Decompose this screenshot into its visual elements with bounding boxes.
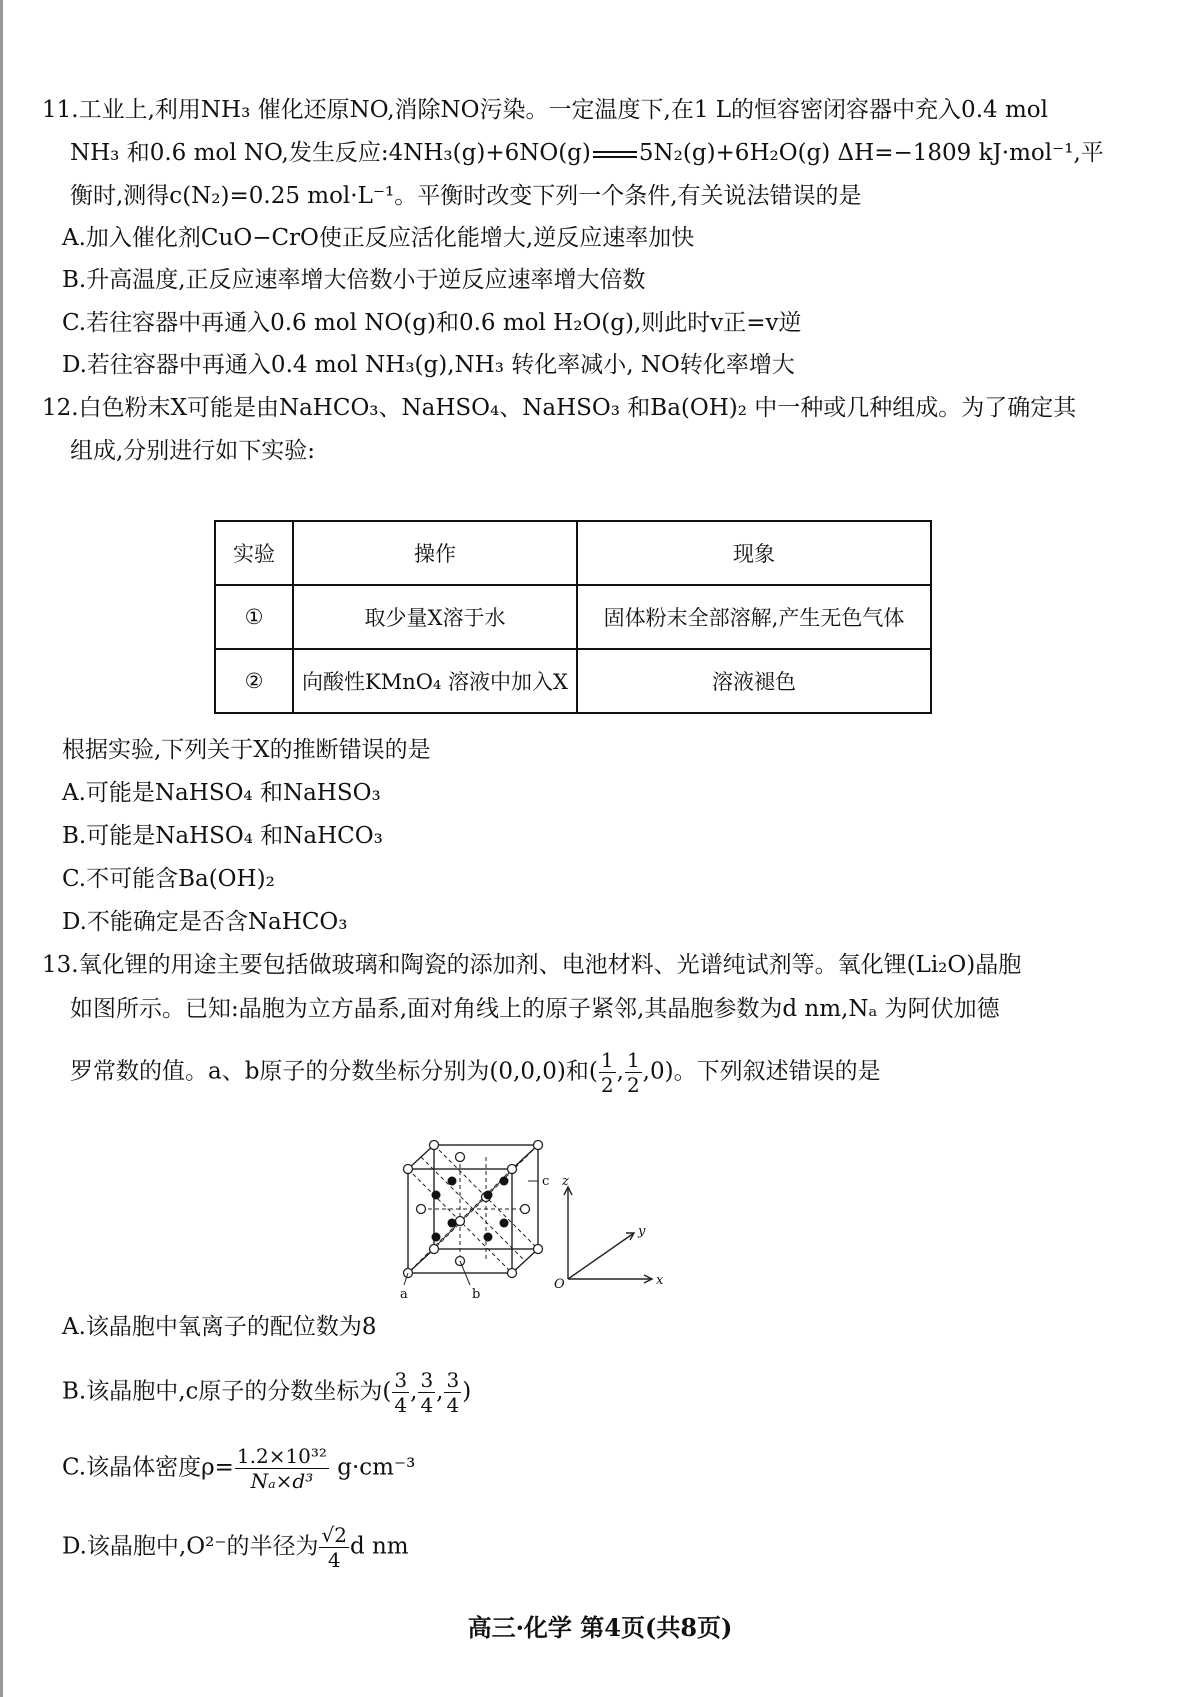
- q12-option-a: A.可能是NaHSO₄ 和NaHSO₃: [62, 780, 381, 806]
- table-header: 实验: [215, 521, 293, 585]
- q13-line3-text: 罗常数的值。a、b原子的分数坐标分别为(0,0,0)和(: [70, 1058, 598, 1085]
- q13-line3-tail: ,0)。下列叙述错误的是: [642, 1058, 881, 1085]
- q13-option-b-tail: ): [462, 1378, 472, 1405]
- q11-option-b: B.升高温度,正反应速率增大倍数小于逆反应速率增大倍数: [62, 267, 646, 293]
- atom-label-a: a: [400, 1287, 408, 1302]
- q13-option-a: A.该晶胞中氧离子的配位数为8: [62, 1314, 377, 1340]
- q11-option-d: D.若往容器中再通入0.4 mol NH₃(g),NH₃ 转化率减小, NO转化率增大: [62, 352, 795, 378]
- table-cell: 取少量X溶于水: [293, 585, 577, 649]
- atom-label-c: c: [542, 1174, 550, 1189]
- q13-option-c-text: C.该晶体密度ρ=: [62, 1454, 234, 1481]
- axis-origin-label: O: [554, 1277, 565, 1292]
- fraction-three-quarters: $\frac{3}{4}$: [446, 1368, 460, 1417]
- q13-line1: 13.氧化锂的用途主要包括做玻璃和陶瓷的添加剂、电池材料、光谱纯试剂等。氧化锂(Li₂O)晶胞: [42, 952, 1022, 978]
- q13-option-c-unit: g·cm⁻³: [337, 1454, 416, 1481]
- fraction-half: $\frac{1}{2}$: [626, 1048, 640, 1097]
- table-cell: 溶液褪色: [577, 649, 931, 713]
- table-row: [215, 649, 931, 713]
- table-row: [215, 585, 931, 649]
- fraction-three-quarters: $\frac{3}{4}$: [394, 1368, 408, 1417]
- q12-option-d: D.不能确定是否含NaHCO₃: [62, 909, 348, 935]
- q13-line2: 如图所示。已知:晶胞为立方晶系,面对角线上的原子紧邻,其晶胞参数为d nm,Nₐ 为阿伏加德: [70, 996, 1000, 1022]
- q11-equation-right: 5N₂(g)+6H₂O(g) ΔH=−1809 kJ·mol⁻¹,平: [638, 140, 1104, 166]
- equilibrium-arrow-icon: [591, 147, 639, 161]
- q11-option-a: A.加入催化剂CuO−CrO使正反应活化能增大,逆反应速率加快: [62, 225, 695, 251]
- density-formula: $\frac{\text{1.2×10³²}}{\text{Nₐ×d³}}$: [236, 1444, 327, 1493]
- q12-line1: 12.白色粉末X可能是由NaHCO₃、NaHSO₄、NaHSO₃ 和Ba(OH)₂ 中一种或几种组成。为了确定其: [42, 395, 1077, 421]
- q11-line3: 衡时,测得c(N₂)=0.25 mol·L⁻¹。平衡时改变下列一个条件,有关说法错误的是: [70, 183, 862, 209]
- table-cell: 向酸性KMnO₄ 溶液中加入X: [293, 649, 577, 713]
- page-edge: [0, 0, 3, 1697]
- q12-line2: 组成,分别进行如下实验:: [70, 438, 316, 464]
- q13-option-c: [62, 1446, 415, 1491]
- q13-option-d: [62, 1525, 409, 1570]
- q11-option-c: C.若往容器中再通入0.6 mol NO(g)和0.6 mol H₂O(g),则此时v正=v逆: [62, 310, 802, 336]
- q13-option-d-text: D.该晶胞中,O²⁻的半径为: [62, 1533, 319, 1560]
- table-cell: ②: [215, 649, 293, 713]
- fraction-three-quarters: $\frac{3}{4}$: [420, 1368, 434, 1417]
- q11-line1: 11.工业上,利用NH₃ 催化还原NO,消除NO污染。一定温度下,在1 L的恒容密闭容器中充入0.4 mol: [42, 97, 1048, 123]
- axis-label-x: x: [656, 1273, 664, 1288]
- axis-label-y: y: [638, 1224, 646, 1239]
- q12-stem: 根据实验,下列关于X的推断错误的是: [62, 737, 431, 763]
- crystal-cell-figure: [390, 1135, 730, 1305]
- q12-option-c: C.不可能含Ba(OH)₂: [62, 866, 275, 892]
- experiment-table: [214, 520, 932, 714]
- fraction-half: $\frac{1}{2}$: [600, 1048, 614, 1097]
- q12-option-b: B.可能是NaHSO₄ 和NaHCO₃: [62, 823, 383, 849]
- q13-option-d-tail: d nm: [349, 1533, 409, 1560]
- table-header: 现象: [577, 521, 931, 585]
- q11-equation-left: NH₃ 和0.6 mol NO,发生反应:4NH₃(g)+6NO(g): [70, 140, 591, 166]
- page-footer: 高三·化学 第4页(共8页): [467, 1613, 733, 1642]
- axis-label-z: z: [562, 1174, 569, 1189]
- q11-line2: [70, 138, 1104, 168]
- radius-fraction: $\frac{√2}{4}$: [321, 1523, 347, 1572]
- q13-option-b: B.该晶胞中,c原子的分数坐标为( $\frac{3}{4}$ , $\frac{3}{4}$ , $\frac{3}{4}$ ): [62, 1368, 472, 1417]
- table-header-row: [215, 521, 931, 585]
- table-cell: ①: [215, 585, 293, 649]
- table-header: 操作: [293, 521, 577, 585]
- atom-label-b: b: [472, 1287, 481, 1302]
- table-cell: 固体粉末全部溶解,产生无色气体: [577, 585, 931, 649]
- q13-line3: 罗常数的值。a、b原子的分数坐标分别为(0,0,0)和( $\frac{1}{2}$ , $\frac{1}{2}$ ,0)。下列叙述错误的是: [70, 1048, 881, 1097]
- q13-option-b-text: B.该晶胞中,c原子的分数坐标为(: [62, 1378, 392, 1405]
